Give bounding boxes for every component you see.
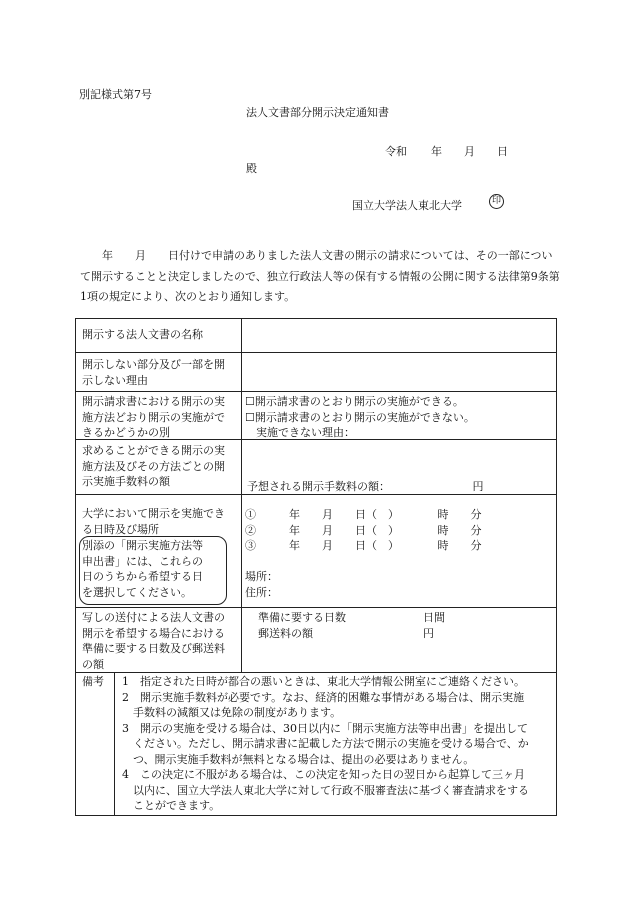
note-line: 3 開示の実施を受ける場合は、30日以内に「開示実施方法等申出書」を提出して [122,722,528,735]
addressee: 殿 [246,162,257,175]
preparation-days: 準備に要する日数 日間 [258,611,445,624]
location-info [245,569,278,600]
note-line: 4 この決定に不服がある場合は、この決定を知った日の翌日から起算して三ヶ月 [122,768,525,781]
schedule-slot-2[interactable]: ② 年 月 日（ ） 時 分 [245,523,482,537]
disclosure-method-label: 開示請求書における開示の実 施方法どおり開示の実施がで きるかどうかの別 [82,395,225,439]
fee-method-label: 求めることができる開示の実 施方法及びその方法ごとの開 示実施手数料の額 [82,444,225,488]
schedule-slots [245,507,482,554]
date-era: 令和 [385,145,407,158]
date-month: 月 [464,145,475,158]
note-line: ことができます。 [122,799,221,812]
schedule-slot-1[interactable]: ① 年 月 日（ ） 時 分 [245,508,482,521]
note-line: 手数料の減額又は免除の制度があります。 [122,706,342,719]
issuer-name: 国立大学法人東北大学 [352,199,462,212]
mailing-copy-values [258,610,445,641]
estimated-fee: 予想される開示手数料の額： 円 [247,480,484,493]
place-field[interactable]: 場所： [245,570,278,583]
date-line [385,143,508,159]
notes-label: 備考 [82,675,104,688]
document-title: 法人文書部分開示決定通知書 [246,106,389,119]
schedule-slot-3[interactable]: ③ 年 月 日（ ） 時 分 [245,539,482,552]
note-line: 1 指定された日時が都合の悪いときは、東北大学情報公開室にご連絡ください。 [122,675,525,688]
date-year: 年 [431,145,442,158]
disclosure-method-options [245,394,475,441]
mailing-copy-label: 写しの送付による法人文書の 開示を希望する場合における 準備に要する日数及び郵送料 の額 [82,611,225,671]
schedule-place-label: 大学において開示を実施でき る日時及び場所 [82,507,225,536]
form-code: 別記様式第7号 [79,88,152,101]
nondisclosure-reason-label: 開示しない部分及び一部を開 示しない理由 [82,358,225,387]
date-day: 日 [497,145,508,158]
seal-mark: 印 [489,194,504,209]
note-line: ください。ただし、開示請求書に記載した方法で開示の実施を受ける場合で、か [122,737,529,750]
document-name-label: 開示する法人文書の名称 [82,328,203,341]
address-field[interactable]: 住所： [245,585,278,599]
option-can-disclose[interactable]: ☐開示請求書のとおり開示の実施ができる。 [245,395,464,408]
schedule-note-text: 別添の「開示実施方法等 申出書」には、これらの 日のうちから希望する日 を選択してください。 [82,539,203,599]
postage-amount: 郵送料の額 円 [258,626,434,640]
note-line: 2 開示実施手数料が必要です。なお、経済的困難な事情がある場合は、開示実施 [122,691,525,704]
decision-table [75,318,557,816]
note-line: つ、開示実施手数料が無料となる場合は、提出の必要はありません。 [122,753,475,766]
option-cannot-disclose[interactable]: ☐開示請求書のとおり開示の実施ができない。 [245,410,475,424]
cannot-disclose-reason: 実施できない理由： [245,426,355,439]
intro-paragraph: 年 月 日付けで申請のありました法人文書の開示の請求については、その一部について開示することと決定しましたので、独立行政法人等の保有する情報の公開に関する法律第9条第1項の規定により、次のとおり通知します。 [80,249,560,303]
note-line: 以内に、国立大学法人東北大学に対して行政不服審査法に基づく審査請求をする [122,784,529,797]
